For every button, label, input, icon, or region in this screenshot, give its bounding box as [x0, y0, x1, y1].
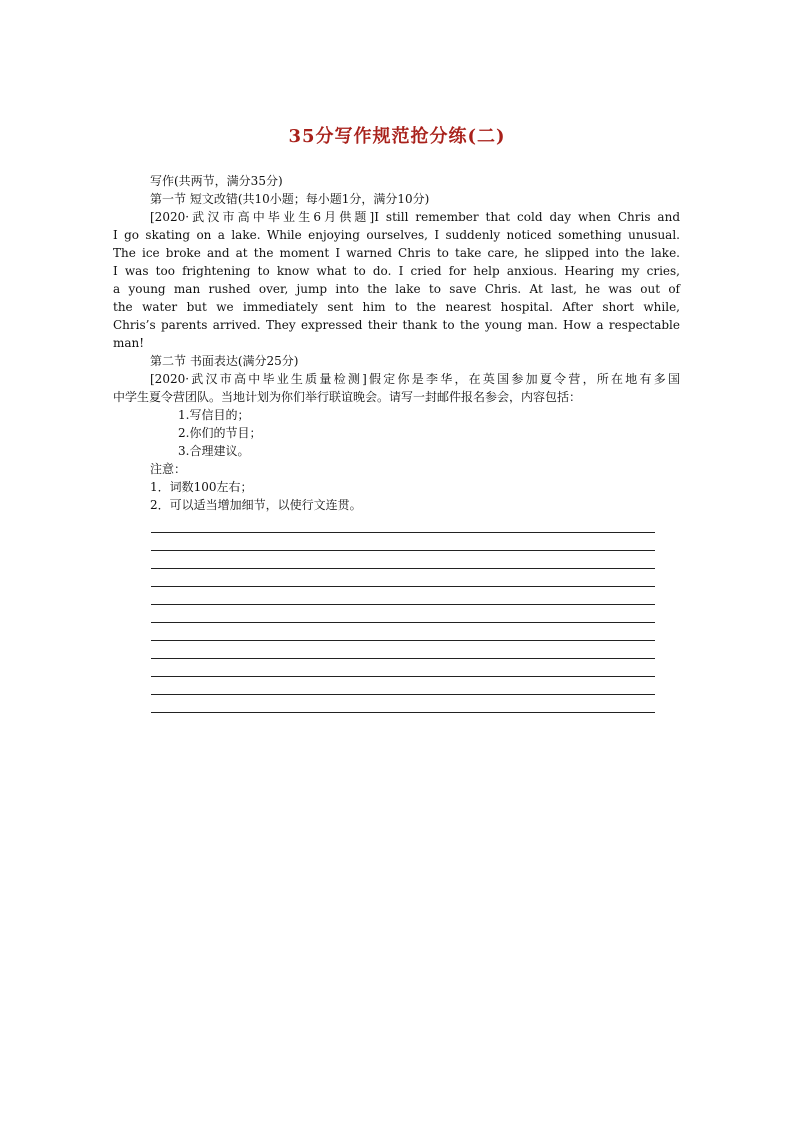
passage-line: The ice broke and at the moment I warned Chris to take care, he slipped into the lake.	[113, 246, 680, 260]
passage-line: a young man rushed over, jump into the lake to save Chris. At last, he was out of	[113, 282, 680, 296]
writing-prompt-line: 中学生夏令营团队。当地计划为你们举行联谊晚会。请写一封邮件报名参会，内容包括：	[113, 390, 582, 404]
content-item: 3.合理建议。	[178, 444, 250, 458]
part2-heading: 第二节 书面表达(满分25分)	[150, 354, 299, 368]
document-body	[113, 172, 680, 514]
answer-line	[151, 550, 655, 551]
answer-line	[151, 586, 655, 587]
answer-line	[151, 568, 655, 569]
passage-line: I was too frightening to know what to do. I cried for help anxious. Hearing my cries,	[113, 264, 680, 278]
section-header: 写作(共两节，满分35分)	[150, 174, 283, 188]
note-item: 2．可以适当增加细节，以使行文连贯。	[150, 498, 362, 512]
passage-line: [2020·武汉市高中毕业生6月供题]I still remember that cold day when Chris and	[150, 210, 680, 224]
answer-line	[151, 622, 655, 623]
note-item: 1．词数100左右；	[150, 480, 253, 494]
passage-line: I go skating on a lake. While enjoying ourselves, I suddenly noticed something unusual.	[113, 228, 680, 242]
passage-line: the water but we immediately sent him to the nearest hospital. After short while,	[113, 300, 680, 314]
part1-heading: 第一节 短文改错(共10小题；每小题1分，满分10分)	[150, 192, 430, 206]
writing-prompt-line: [2020·武汉市高中毕业生质量检测]假定你是李华，在英国参加夏令营，所在地有多国	[150, 372, 680, 386]
content-item: 2.你们的节目；	[178, 426, 262, 440]
page-title: 35分写作规范抢分练(二)	[288, 126, 506, 147]
answer-line	[151, 712, 655, 713]
answer-line	[151, 604, 655, 605]
answer-lines	[151, 532, 655, 730]
answer-line	[151, 694, 655, 695]
error-correction-passage	[113, 208, 680, 352]
answer-line	[151, 658, 655, 659]
notes-label: 注意：	[150, 462, 187, 476]
content-item: 1.写信目的；	[178, 408, 250, 422]
passage-line: man!	[113, 336, 145, 350]
answer-line	[151, 640, 655, 641]
answer-line	[151, 532, 655, 533]
answer-line	[151, 676, 655, 677]
passage-line: Chris’s parents arrived. They expressed their thank to the young man. How a respectable	[113, 318, 680, 332]
